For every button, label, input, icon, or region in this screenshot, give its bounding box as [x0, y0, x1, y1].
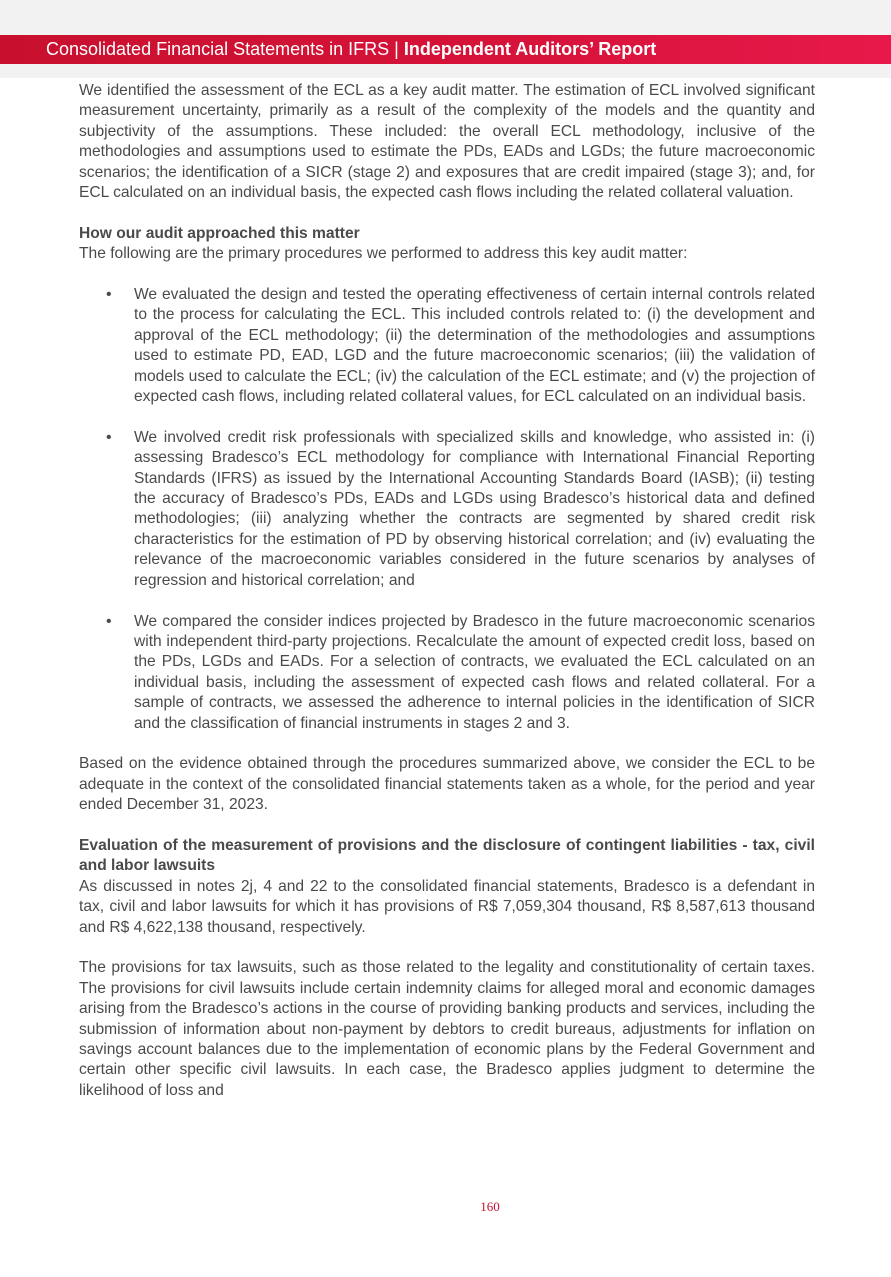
paragraph-procedures-intro: The following are the primary procedures we performed to address this key audit matter:: [79, 245, 688, 263]
page-number: 160: [480, 1199, 500, 1214]
list-item-text: We involved credit risk professionals with specialized skills and knowledge, who assisted in: (i) assessing Bradesco’s ECL methodology for compliance with International Financial Reporting Standards (IFRS) as issued by the International Accounting Standards Board (IASB); (ii) testing the accuracy of Bradesco’s PDs, EADs and LGDs using Bradesco’s historical data and defined methodologies; (iii) analyzing whether the contracts are segmented by shared credit risk characteristics for the estimation of PD by observing historical correlation; and (iv) evaluating the relevance of the macroeconomic variables considered in the future scenarios by analyses of regression and historical correlation; and: [134, 428, 815, 589]
header-report-title: Independent Auditors’ Report: [403, 39, 657, 59]
paragraph-lawsuit-provisions: As discussed in notes 2j, 4 and 22 to the consolidated financial statements, Bradesco is a defendant in tax, civil and labor lawsuits for which it has provisions of R$ 7,059,304 thousand, R$ 8,587,613 thousand and R$ 4,622,138 thousand, respectively.: [79, 877, 815, 936]
top-margin-band: [0, 0, 891, 35]
report-body: [79, 81, 815, 1101]
procedures-list: [79, 285, 815, 734]
list-item-text: We compared the consider indices projected by Bradesco in the future macroeconomic scenarios with independent third-party projections. Recalculate the amount of expected credit loss, based on the PDs, LGDs and EADs. For a selection of contracts, we evaluated the ECL calculated on an individual basis, including the assessment of expected cash flows and related collateral. For a sample of contracts, we assessed the adherence to internal policies in the identification of SICR and the classification of financial instruments in stages 2 and 3.: [134, 612, 815, 732]
paragraph-provisions-description: The provisions for tax lawsuits, such as those related to the legality and constitutionality of certain taxes. The provisions for civil lawsuits include certain indemnity claims for alleged moral and economic damages arising from the Bradesco’s actions in the course of providing banking products and services, including the submission of information about non-payment by debtors to credit bureaus, adjustments for inflation on savings account balances due to the implementation of economic plans by the Federal Government and certain other specific civil lawsuits. In each case, the Bradesco applies judgment to determine the likelihood of loss and: [79, 959, 815, 1099]
header-title: [46, 35, 656, 64]
header-separator: |: [389, 39, 404, 59]
bullet-icon: •: [106, 428, 112, 446]
list-item: [79, 612, 815, 734]
heading-audit-approach: How our audit approached this matter: [79, 224, 360, 242]
bullet-icon: •: [106, 612, 112, 630]
list-item: [79, 428, 815, 591]
heading-provisions-contingent-liabilities: Evaluation of the measurement of provisions and the disclosure of contingent liabilities - tax, civil and labor lawsuits: [79, 836, 815, 875]
paragraph-ecl-key-audit-matter: We identified the assessment of the ECL as a key audit matter. The estimation of ECL involved significant measurement uncertainty, primarily as a result of the complexity of the models and the quantity and subjectivity of the assumptions. These included: the overall ECL methodology, inclusive of the methodologies and assumptions used to estimate the PDs, EADs and LGDs; the future macroeconomic scenarios; the identification of a SICR (stage 2) and exposures that are credit impaired (stage 3); and, for ECL calculated on an individual basis, the expected cash flows including the related collateral valuation.: [79, 82, 815, 202]
header-section-title: Consolidated Financial Statements in IFRS: [46, 39, 390, 59]
list-item: [79, 285, 815, 407]
header-under-band: [0, 64, 891, 78]
page-header-bar: [0, 35, 891, 64]
paragraph-ecl-conclusion: Based on the evidence obtained through the procedures summarized above, we consider the ECL to be adequate in the context of the consolidated financial statements taken as a whole, for the period and year ended December 31, 2023.: [79, 755, 815, 814]
bullet-icon: •: [106, 286, 112, 304]
list-item-text: We evaluated the design and tested the operating effectiveness of certain internal controls related to the process for calculating the ECL. This included controls related to: (i) the development and approval of the ECL methodology; (ii) the determination of the methodologies and assumptions used to estimate PD, EAD, LGD and the future macroeconomic scenarios; (iii) the validation of models used to calculate the ECL; (iv) the calculation of the ECL estimate; and (v) the projection of expected cash flows, including related collateral values, for ECL calculated on an individual basis.: [134, 286, 815, 406]
